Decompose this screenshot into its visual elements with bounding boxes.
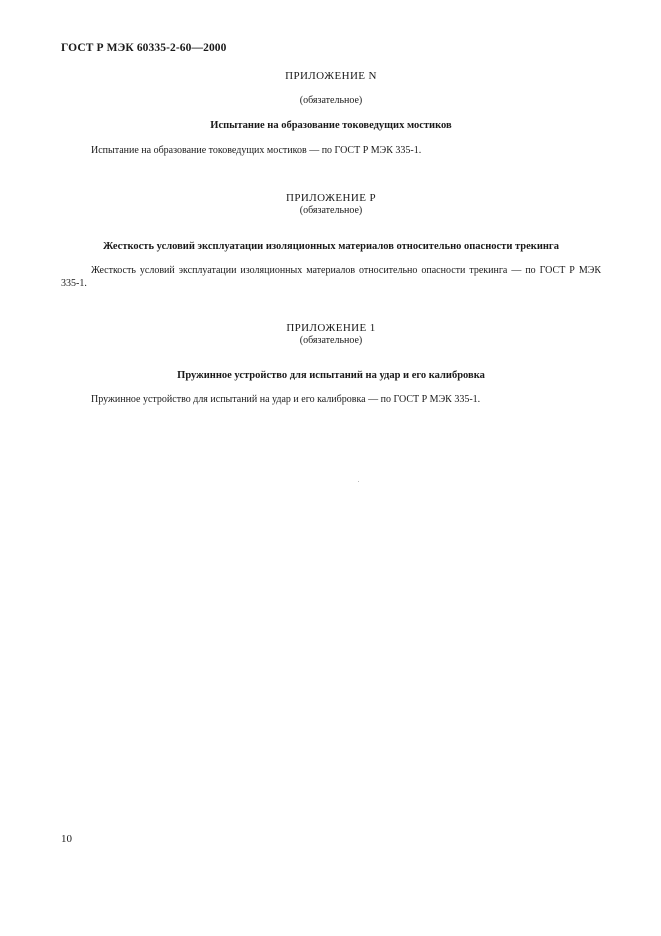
page-number: 10: [61, 833, 72, 845]
annex-body: Жесткость условий эксплуатации изоляционных материалов относительно опасности трекинга — по ГОСТ Р МЭК 335-1.: [61, 265, 601, 289]
annex-1: [61, 322, 601, 406]
annex-body: Пружинное устройство для испытаний на удар и его калибровка — по ГОСТ Р МЭК 335-1.: [91, 394, 481, 405]
annex-status: (обязательное): [299, 95, 363, 106]
scan-speck: [358, 481, 359, 482]
annex-title: ПРИЛОЖЕНИЕ 1: [286, 322, 376, 334]
annex-title: ПРИЛОЖЕНИЕ Р: [286, 192, 376, 204]
annex-status: (обязательное): [299, 205, 363, 216]
annex-status: (обязательное): [299, 335, 363, 346]
annex-heading: Испытание на образование токоведущих мостиков: [210, 120, 452, 131]
annex-heading: Пружинное устройство для испытаний на удар и его калибровка: [177, 370, 485, 381]
annex-n: [61, 70, 601, 157]
document-header: ГОСТ Р МЭК 60335-2-60—2000: [61, 42, 227, 54]
annex-p: [61, 192, 601, 290]
annex-body: Испытание на образование токоведущих мостиков — по ГОСТ Р МЭК 335-1.: [91, 145, 422, 156]
annex-title: ПРИЛОЖЕНИЕ N: [285, 70, 377, 82]
annex-heading: Жесткость условий эксплуатации изоляционных материалов относительно опасности трекинга: [103, 241, 559, 252]
